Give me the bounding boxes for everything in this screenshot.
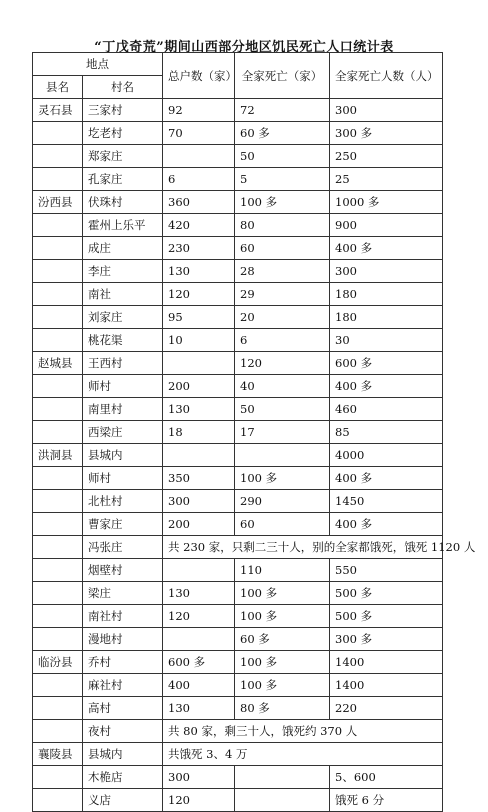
header-row-1 [33,53,443,76]
households-cell: 120 [163,605,235,628]
persons-died-cell: 4000 [330,444,443,467]
households-cell: 92 [163,99,235,122]
table-row [33,329,443,352]
households-cell: 300 [163,490,235,513]
county-cell: 临汾县 [33,651,83,674]
households-cell: 200 [163,375,235,398]
village-cell: 南社村 [83,605,163,628]
table-row [33,352,443,375]
village-cell: 伏珠村 [83,191,163,214]
county-cell [33,214,83,237]
table-row [33,674,443,697]
families-died-cell: 5 [235,168,330,191]
county-cell [33,605,83,628]
persons-died-cell: 900 [330,214,443,237]
county-cell [33,306,83,329]
table-row [33,582,443,605]
note-cell: 共 230 家，只剩二三十人，别的全家都饿死，饿死 1120 人 [163,536,443,559]
households-cell: 230 [163,237,235,260]
households-cell: 95 [163,306,235,329]
county-cell [33,421,83,444]
persons-died-header: 全家死亡人数（人） [330,53,443,99]
table-row [33,375,443,398]
county-cell [33,674,83,697]
county-cell [33,375,83,398]
households-cell: 350 [163,467,235,490]
table-row [33,283,443,306]
families-died-cell: 60 [235,513,330,536]
village-cell: 高村 [83,697,163,720]
village-cell: 北杜村 [83,490,163,513]
families-died-cell: 60 多 [235,628,330,651]
table-row [33,789,443,812]
households-cell: 300 [163,766,235,789]
table-row [33,306,443,329]
county-cell [33,766,83,789]
table-row [33,697,443,720]
village-cell: 李庄 [83,260,163,283]
county-cell [33,697,83,720]
families-died-cell: 100 多 [235,605,330,628]
table-row [33,398,443,421]
households-cell: 120 [163,283,235,306]
village-cell: 郑家庄 [83,145,163,168]
note-cell: 共 80 家，剩三十人，饿死约 370 人 [163,720,443,743]
county-cell [33,122,83,145]
table-row [33,490,443,513]
families-died-cell [235,444,330,467]
county-cell: 灵石县 [33,99,83,122]
families-died-cell: 72 [235,99,330,122]
households-cell: 18 [163,421,235,444]
table-row [33,168,443,191]
persons-died-cell: 300 [330,99,443,122]
households-cell: 360 [163,191,235,214]
households-cell: 200 [163,513,235,536]
village-cell: 孔家庄 [83,168,163,191]
families-died-header: 全家死亡（家） [235,53,330,99]
persons-died-cell: 30 [330,329,443,352]
table-row [33,605,443,628]
families-died-cell: 80 多 [235,697,330,720]
county-cell [33,536,83,559]
village-cell: 师村 [83,467,163,490]
village-cell: 刘家庄 [83,306,163,329]
persons-died-cell: 180 [330,306,443,329]
county-cell [33,559,83,582]
persons-died-cell: 1400 [330,674,443,697]
village-cell: 县城内 [83,743,163,766]
households-cell [163,352,235,375]
county-cell [33,398,83,421]
households-cell: 600 多 [163,651,235,674]
families-died-cell: 29 [235,283,330,306]
county-cell: 襄陵县 [33,743,83,766]
persons-died-cell: 5、600 [330,766,443,789]
families-died-cell [235,789,330,812]
households-cell [163,145,235,168]
county-cell [33,145,83,168]
persons-died-cell: 220 [330,697,443,720]
table-row [33,628,443,651]
persons-died-cell: 400 多 [330,375,443,398]
families-died-cell: 110 [235,559,330,582]
table-row [33,99,443,122]
county-cell: 赵城县 [33,352,83,375]
households-cell: 130 [163,697,235,720]
households-cell: 420 [163,214,235,237]
households-cell: 400 [163,674,235,697]
county-cell [33,490,83,513]
households-cell: 6 [163,168,235,191]
table-row [33,260,443,283]
families-died-cell: 100 多 [235,674,330,697]
households-cell: 130 [163,398,235,421]
families-died-cell: 50 [235,398,330,421]
families-died-cell: 20 [235,306,330,329]
families-died-cell: 6 [235,329,330,352]
persons-died-cell: 500 多 [330,582,443,605]
persons-died-cell: 400 多 [330,467,443,490]
village-cell: 三家村 [83,99,163,122]
households-cell: 120 [163,789,235,812]
county-cell [33,329,83,352]
village-cell: 冯张庄 [83,536,163,559]
note-cell: 共饿死 3、4 万 [163,743,443,766]
village-cell: 梁庄 [83,582,163,605]
village-cell: 师村 [83,375,163,398]
families-died-cell: 17 [235,421,330,444]
village-cell: 圪老村 [83,122,163,145]
households-cell [163,559,235,582]
statistics-table [32,52,476,812]
households-cell: 130 [163,582,235,605]
persons-died-cell: 500 多 [330,605,443,628]
table-row [33,720,443,743]
table-row [33,122,443,145]
county-cell [33,582,83,605]
persons-died-cell: 1000 多 [330,191,443,214]
village-cell: 成庄 [83,237,163,260]
persons-died-cell: 85 [330,421,443,444]
households-cell: 130 [163,260,235,283]
families-died-cell: 40 [235,375,330,398]
table-row [33,766,443,789]
village-cell: 漫地村 [83,628,163,651]
village-cell: 县城内 [83,444,163,467]
table-row [33,444,443,467]
table-row [33,651,443,674]
persons-died-cell: 300 多 [330,628,443,651]
village-cell: 木桅店 [83,766,163,789]
county-cell [33,260,83,283]
county-cell [33,628,83,651]
persons-died-cell: 1400 [330,651,443,674]
persons-died-cell: 1450 [330,490,443,513]
persons-died-cell: 25 [330,168,443,191]
families-died-cell: 290 [235,490,330,513]
families-died-cell: 60 [235,237,330,260]
persons-died-cell: 300 [330,260,443,283]
village-cell: 夜村 [83,720,163,743]
table-row [33,191,443,214]
families-died-cell: 50 [235,145,330,168]
page-title: “丁戊奇荒”期间山西部分地区饥民死亡人口统计表 [94,40,394,55]
families-died-cell: 100 多 [235,191,330,214]
households-cell: 70 [163,122,235,145]
persons-died-cell: 400 多 [330,513,443,536]
village-cell: 霍州上乐平 [83,214,163,237]
families-died-cell: 80 [235,214,330,237]
families-died-cell: 100 多 [235,582,330,605]
county-cell [33,720,83,743]
families-died-cell: 120 [235,352,330,375]
village-cell: 南里村 [83,398,163,421]
table-row [33,513,443,536]
persons-died-cell: 400 多 [330,237,443,260]
table-row [33,145,443,168]
county-cell [33,283,83,306]
village-cell: 西梁庄 [83,421,163,444]
households-header: 总户数（家） [163,53,235,99]
table-row [33,421,443,444]
county-header: 县名 [33,76,83,99]
location-header: 地点 [33,53,163,76]
table-row [33,214,443,237]
table-row [33,467,443,490]
families-died-cell: 60 多 [235,122,330,145]
village-cell: 桃花渠 [83,329,163,352]
village-cell: 南社 [83,283,163,306]
village-header: 村名 [83,76,163,99]
county-cell [33,467,83,490]
families-died-cell: 100 多 [235,651,330,674]
households-cell [163,628,235,651]
households-cell [163,444,235,467]
village-cell: 烟壁村 [83,559,163,582]
persons-died-cell: 300 多 [330,122,443,145]
county-cell [33,168,83,191]
county-cell: 洪洞县 [33,444,83,467]
village-cell: 曹家庄 [83,513,163,536]
table-row [33,743,443,766]
persons-died-cell: 460 [330,398,443,421]
persons-died-cell: 180 [330,283,443,306]
families-died-cell: 100 多 [235,467,330,490]
table-row [33,536,443,559]
county-cell: 汾西县 [33,191,83,214]
families-died-cell [235,766,330,789]
persons-died-cell: 550 [330,559,443,582]
households-cell: 10 [163,329,235,352]
persons-died-cell: 250 [330,145,443,168]
village-cell: 麻社村 [83,674,163,697]
county-cell [33,513,83,536]
persons-died-cell: 饿死 6 分 [330,789,443,812]
village-cell: 乔村 [83,651,163,674]
county-cell [33,237,83,260]
table-row [33,237,443,260]
village-cell: 义店 [83,789,163,812]
persons-died-cell: 600 多 [330,352,443,375]
village-cell: 王西村 [83,352,163,375]
table-row [33,559,443,582]
county-cell [33,789,83,812]
families-died-cell: 28 [235,260,330,283]
